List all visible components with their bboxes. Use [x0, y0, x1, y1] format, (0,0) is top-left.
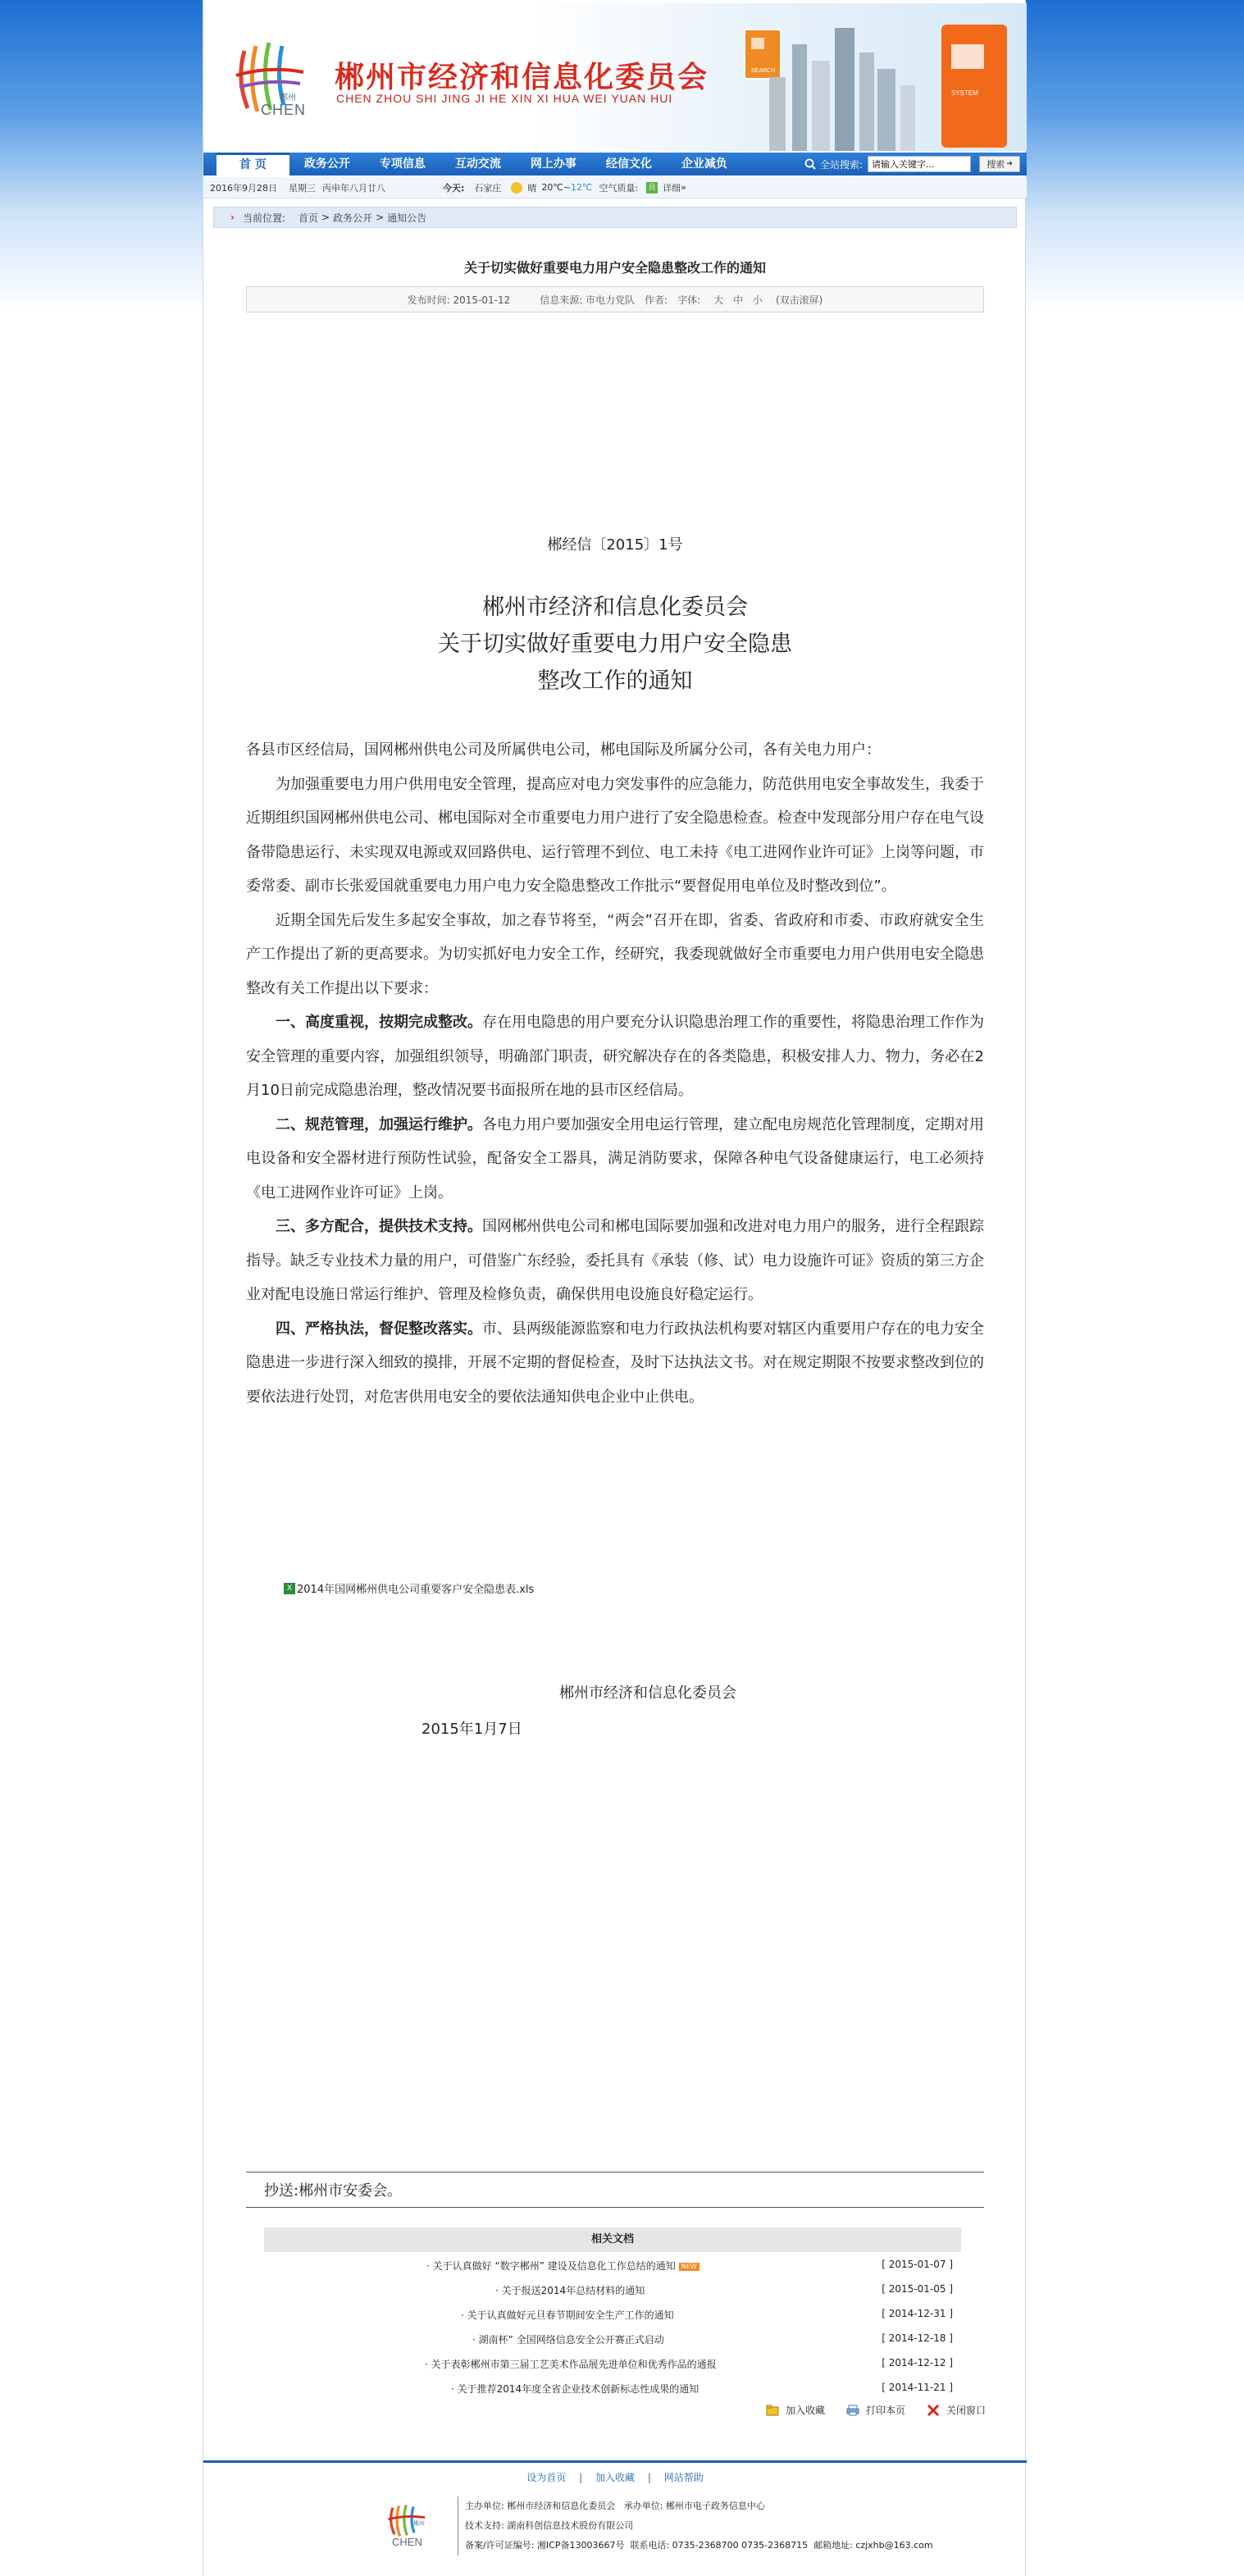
search-button-label: 搜索: [987, 159, 1005, 170]
art-system-label: SYSTEM: [951, 89, 978, 97]
nav-burden-reduction[interactable]: 企业减负: [681, 157, 727, 171]
page-wrapper: [203, 0, 1026, 2576]
excel-file-icon: X: [284, 1583, 295, 1594]
bullet: ·: [472, 2334, 476, 2346]
lunar-date: 丙申年八月廿八: [322, 182, 385, 194]
today-label: 今天:: [443, 182, 465, 194]
footer-help[interactable]: 网站帮助: [663, 2472, 704, 2483]
related-item[interactable]: [264, 2252, 961, 2277]
close-window-label: 关闭窗口: [946, 2405, 987, 2416]
print-icon: [846, 2405, 859, 2416]
related-item-title[interactable]: 关于报送2014年总结材料的通知: [501, 2285, 645, 2296]
new-badge: NEW: [679, 2263, 699, 2271]
salutation: 各县市区经信局，国网郴州供电公司及所属供电公司，郴电国际及所属分公司，各有关电力用户：: [246, 741, 881, 759]
related-item[interactable]: [264, 2301, 961, 2326]
search-input[interactable]: [868, 156, 971, 172]
print-label: 打印本页: [866, 2405, 906, 2416]
paragraph-3: [246, 1005, 984, 1108]
related-item-title[interactable]: 关于认真做好 “数字郴州” 建设及信息化工作总结的通知: [432, 2260, 676, 2272]
font-medium-button[interactable]: 中: [733, 294, 744, 306]
site-title: 郴州市经济和信息化委员会: [335, 61, 709, 94]
breadcrumb-notice[interactable]: 通知公告: [387, 212, 427, 224]
font-size-switcher: [710, 293, 766, 307]
paragraph-3-heading: 一、高度重视，按期完成整改。: [276, 1014, 482, 1031]
document-number: 郴经信〔2015〕1号: [547, 536, 683, 554]
temp-high: 20℃: [541, 182, 563, 193]
related-item-title[interactable]: 关于认真做好元旦春节期间安全生产工作的通知: [467, 2309, 674, 2321]
breadcrumb-gov-affairs[interactable]: 政务公开: [333, 212, 373, 224]
paragraph-5: [246, 1210, 984, 1312]
bullet: ·: [461, 2309, 464, 2321]
footer-email: 邮箱地址: czjxhb@163.com: [813, 2540, 933, 2551]
article-title: 关于切实做好重要电力用户安全隐患整改工作的通知: [463, 260, 766, 276]
breadcrumb: [213, 207, 1017, 228]
related-item-date: [ 2014-11-21 ]: [882, 2382, 953, 2393]
footer-logo: [384, 2503, 441, 2552]
add-favorite-label: 加入收藏: [786, 2405, 826, 2416]
sun-icon: [511, 182, 522, 194]
related-item[interactable]: [264, 2277, 961, 2301]
print-button[interactable]: [846, 2403, 905, 2417]
aq-label: 空气质量:: [599, 182, 639, 194]
paragraph-5-heading: 三、多方配合，提供技术支持。: [276, 1218, 482, 1235]
paragraph-5-text: 国网郴州供电公司和郴电国际要加强和改进对电力用户的服务，进行全程跟踪指导。缺乏专业技术力量的用户，可借鉴广东经验，委托具有《承装（修、试）电力设施许可证》资质的第三方企业对配电设施日常运行维护、管理及检修负责，确保供用电设施良好稳定运行。: [246, 1218, 984, 1303]
weather-text: 晴: [527, 182, 537, 194]
logo-small-text: 郴州: [280, 93, 296, 103]
article-body: [246, 733, 984, 1414]
related-item[interactable]: [264, 2350, 961, 2375]
footer-sponsor: 主办单位: 郴州市经济和信息化委员会: [465, 2501, 616, 2511]
footer-sep: |: [647, 2472, 651, 2483]
search-label: 全站搜索:: [819, 158, 863, 171]
favorite-icon: [766, 2405, 779, 2416]
page-tools: [745, 2403, 986, 2417]
footer-organizer: 承办单位: 郴州市电子政务信息中心: [623, 2501, 765, 2511]
paragraph-3-text: 存在用电隐患的用户要充分认识隐患治理工作的重要性，将隐患治理工作作为安全管理的重要内容，加强组织领导，明确部门职责，研究解决存在的各类隐患，积极安排人力、物力，务必在2月10日前完成隐患治理，整改情况要书面报所在地的县市区经信局。: [246, 1014, 984, 1099]
footer-divider: [203, 2460, 1027, 2463]
close-window-button[interactable]: [927, 2403, 986, 2417]
paragraph-4-heading: 二、规范管理，加强运行维护。: [276, 1115, 482, 1133]
site-search: [804, 153, 1027, 176]
related-item[interactable]: [264, 2326, 961, 2350]
nav-culture[interactable]: 经信文化: [605, 157, 652, 171]
search-arrow-icon: ➔: [1006, 160, 1013, 168]
article-meta: [246, 286, 984, 312]
bullet: ·: [495, 2285, 499, 2296]
nav-special-info[interactable]: 专项信息: [379, 157, 426, 171]
related-item-date: [ 2015-01-05 ]: [882, 2283, 953, 2295]
main-nav: [203, 153, 1027, 176]
document-heading: [203, 589, 1027, 700]
breadcrumb-sep: >: [376, 212, 385, 223]
meta-source: 信息来源: 市电力党队: [540, 294, 636, 306]
heading-line-1: 郴州市经济和信息化委员会: [482, 595, 748, 620]
meta-time: 发布时间: 2015-01-12: [407, 294, 511, 306]
signature-date: 2015年1月7日: [422, 1721, 522, 1738]
paragraph-4-text: 各电力用户要加强安全用电运行管理，建立配电房规范化管理制度，定期对用电设备和安全器材进行预防性试验，配备安全工器具，满足消防要求，保障各种电气设备健康运行，电工必须持《电工进网作业许可证》上岗。: [246, 1115, 984, 1201]
bullet: ·: [425, 2359, 428, 2370]
footer-logo-text: CHEN: [392, 2536, 422, 2548]
footer-logo-icon: [384, 2503, 433, 2539]
breadcrumb-label: 当前位置:: [242, 212, 285, 224]
search-icon: [804, 157, 817, 171]
site-pinyin: CHEN ZHOU SHI JING JI HE XIN XI HUA WEI YUAN HUI: [336, 92, 673, 105]
add-favorite-button[interactable]: [766, 2403, 825, 2417]
info-bar: [203, 177, 1027, 198]
related-item-date: [ 2014-12-12 ]: [882, 2357, 953, 2369]
aq-value: 良: [646, 182, 658, 194]
paragraph-6-text: 市、县两级能源监察和电力行政执法机构要对辖区内重要用户存在的电力安全隐患进一步进行深入细致的摸排，开展不定期的督促检查，及时下达执法文书。对在规定期限不按要求整改到位的要依法进行处罚，对危害供用电安全的要依法通知供电企业中止供电。: [246, 1320, 984, 1406]
related-item-title[interactable]: 关于推荐2014年度全省企业技术创新标志性成果的通知: [457, 2383, 699, 2395]
font-small-button[interactable]: 小: [752, 294, 763, 306]
temp-low: 12℃: [570, 182, 593, 193]
footer-links: [203, 2470, 1027, 2484]
heading-line-3: 整改工作的通知: [537, 668, 693, 694]
footer-logo-small: 郴州: [413, 2520, 425, 2527]
related-item-date: [ 2015-01-07 ]: [882, 2259, 953, 2270]
art-search-label: SEARCH: [751, 68, 776, 74]
heading-line-2: 关于切实做好重要电力用户安全隐患: [438, 631, 792, 657]
footer-phone: 联系电话: 0735-2368700 0735-2368715: [630, 2540, 809, 2551]
meta-font-label: 字体:: [677, 294, 701, 306]
attachment[interactable]: [284, 1580, 534, 1596]
breadcrumb-sep: >: [321, 212, 330, 223]
paragraph-2: 近期全国先后发生多起安全事故，加之春节将至，“两会”召开在即，省委、省政府和市委、市政府就安全生产工作提出了新的更高要求。为切实抓好电力安全工作，经研究，我委现就做好全市重要电力用户供用电安全隐患整改有关工作提出以下要求：: [246, 911, 984, 997]
logo-text: CHEN: [261, 102, 307, 118]
paragraph-6-heading: 四、严格执法，督促整改落实。: [276, 1320, 482, 1338]
related-item-date: [ 2014-12-18 ]: [882, 2332, 953, 2344]
footer-set-home[interactable]: 设为首页: [526, 2472, 567, 2483]
cc-line: 抄送:郴州市安委会。: [246, 2172, 984, 2208]
nav-interaction[interactable]: 互动交流: [454, 157, 501, 171]
search-button[interactable]: [979, 156, 1020, 172]
current-weekday: 星期三: [289, 182, 316, 194]
attachment-link[interactable]: 2014年国网郴州供电公司重要客户安全隐患表.xls: [297, 1584, 535, 1596]
related-title: 相关文档: [264, 2227, 961, 2252]
font-large-button[interactable]: 大: [713, 294, 724, 306]
related-item[interactable]: [264, 2375, 961, 2400]
close-icon: [927, 2405, 940, 2416]
meta-dblclick: (双击滚屏): [775, 294, 823, 306]
signature-org: 郴州市经济和信息化委员会: [559, 1685, 736, 1702]
bullet: ·: [426, 2260, 430, 2272]
site-header: [203, 3, 1027, 151]
breadcrumb-home[interactable]: 首页: [298, 212, 319, 224]
breadcrumb-arrow-icon: ›: [230, 212, 235, 223]
header-city-illustration: [736, 20, 1015, 151]
paragraph-1: 为加强重要电力用户供用电安全管理，提高应对电力突发事件的应急能力，防范供用电安全事故发生，我委于近期组织国网郴州供电公司、郴电国际对全市重要电力用户进行了安全隐患检查。检查中发现部分用户存在电气设备带隐患运行、未实现双电源或双回路供电、运行管理不到位、电工未持《电工进网作业许可证》上岗等问题，市委常委、副市长张爱国就重要电力用户电力安全隐患整改工作批示“要督促用电单位及时整改到位”。: [246, 775, 984, 895]
meta-author: 作者:: [645, 294, 668, 306]
footer-info: [458, 2496, 933, 2555]
footer-add-favorite[interactable]: 加入收藏: [595, 2472, 635, 2483]
paragraph-6: [246, 1312, 984, 1415]
detail-link[interactable]: 详细: [663, 182, 681, 194]
weather-city: 石家庄: [474, 182, 502, 194]
related-item-title[interactable]: 关于表彰郴州市第三届工艺美术作品展先进单位和优秀作品的通报: [431, 2359, 717, 2370]
nav-gov-affairs[interactable]: 政务公开: [303, 157, 350, 171]
related-documents: [264, 2227, 961, 2400]
detail-arrow-icon: »: [681, 182, 686, 193]
paragraph-4: [246, 1108, 984, 1210]
current-date: 2016年9月28日: [210, 182, 277, 194]
footer-tech-support: 技术支持: 湖南科创信息技术股份有限公司: [465, 2520, 634, 2531]
nav-online-service[interactable]: 网上办事: [530, 157, 576, 171]
footer-sep: |: [579, 2472, 583, 2483]
related-item-title[interactable]: 湖南杯” 全国网络信息安全公开赛正式启动: [478, 2334, 664, 2346]
related-item-date: [ 2014-12-31 ]: [882, 2308, 953, 2319]
nav-home[interactable]: 首 页: [216, 153, 289, 176]
temp-sep: ~: [563, 182, 571, 193]
bullet: ·: [451, 2383, 454, 2395]
footer-icp: 备案/许可证编号: 湘ICP备13003667号: [465, 2540, 625, 2551]
